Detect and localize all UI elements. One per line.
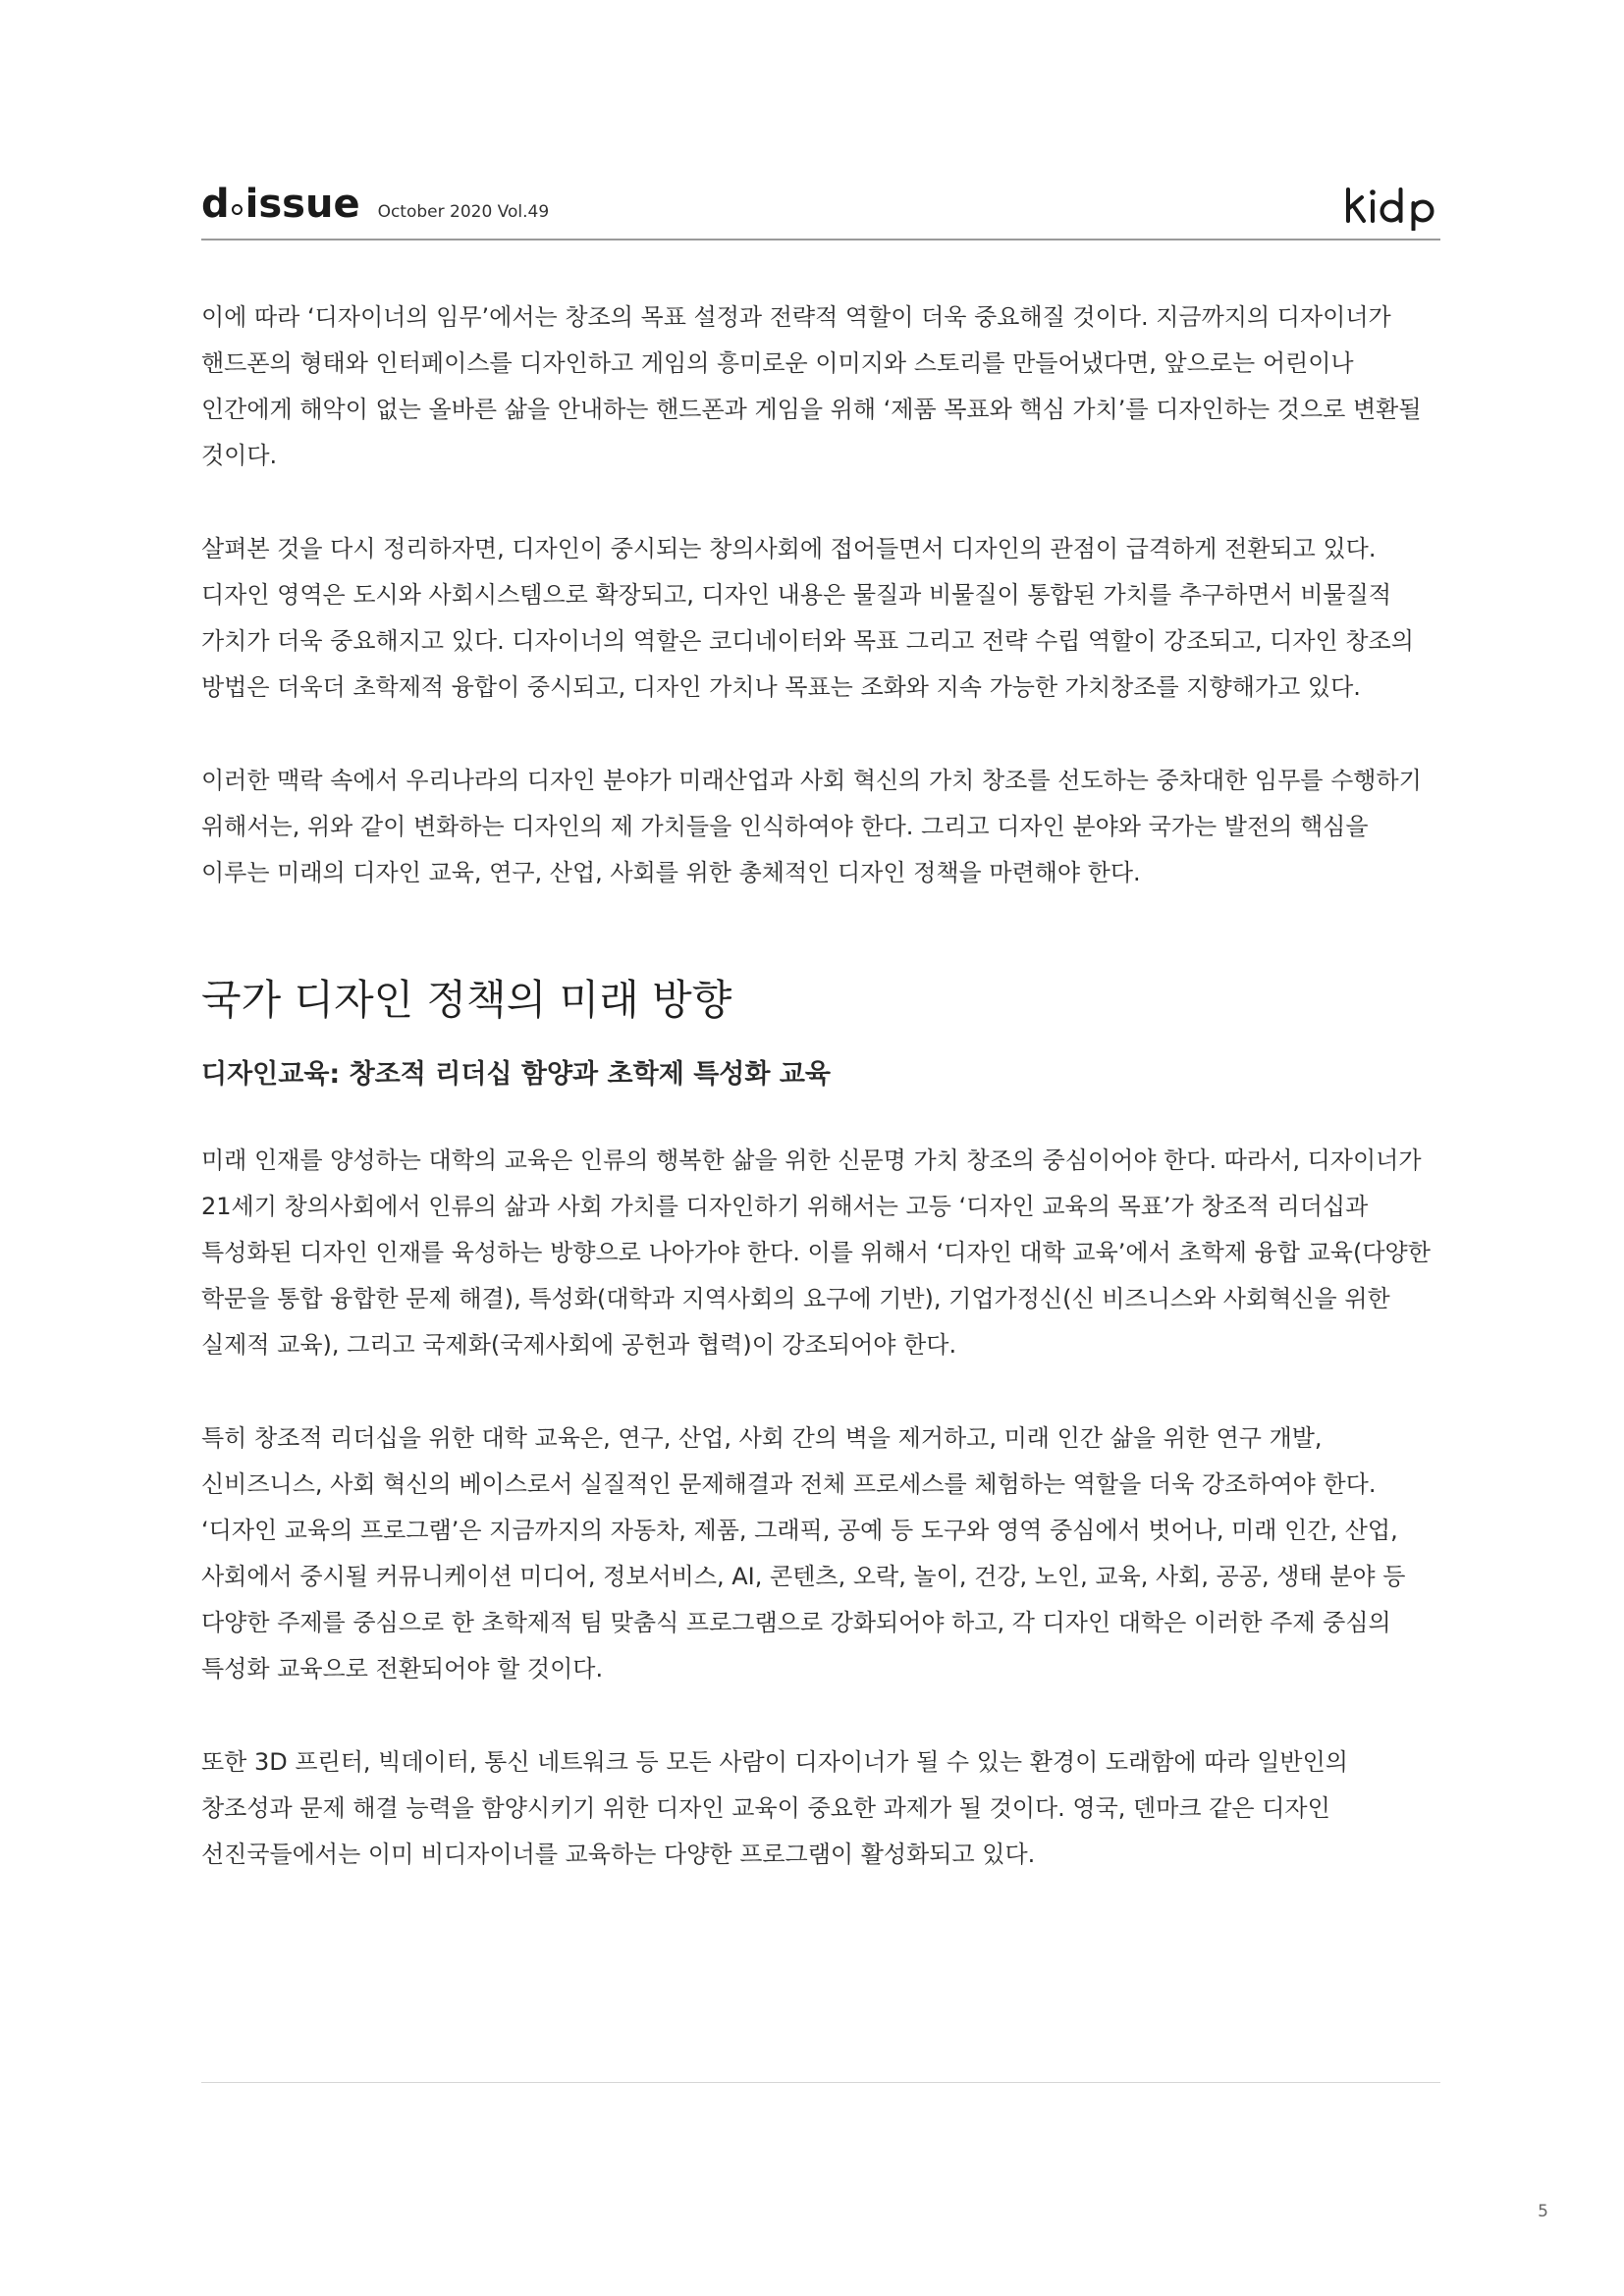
brand-name-left: d bbox=[201, 182, 230, 227]
section-heading: 국가 디자인 정책의 미래 방향 bbox=[201, 976, 732, 1024]
kidp-logo-icon bbox=[1344, 182, 1440, 231]
brand-dot-icon bbox=[232, 204, 243, 215]
header-divider bbox=[201, 239, 1440, 240]
section-subheading: 디자인교육: 창조적 리더십 함양과 초학제 특성화 교육 bbox=[201, 1059, 831, 1090]
brand-name-right: issue bbox=[244, 182, 360, 227]
page-number: 5 bbox=[1538, 2202, 1548, 2221]
paragraph-creative-leadership: 특히 창조적 리더십을 위한 대학 교육은, 연구, 산업, 사회 간의 벽을 제거하고, 미래 인간 삶을 위한 연구 개발, 신비즈니스, 사회 혁신의 베이스로서 실질적인 문제해결과 전체 프로세스를 체험하는 역할을 더욱 강조하여야 한다. ‘디자인 교육의 프로그램’은 지금까지의 자동차, 제품, 그래픽, 공예 등 도구와 영역 중심에서 벗어나, 미래 인간, 산업, 사회에서 중시될 커뮤니케이션 미디어, 정보서비스, AI, 콘텐츠, 오락, 놀이, 건강, 노인, 교육, 사회, 공공, 생태 분야 등 다양한 주제를 중심으로 한 초학제적 팀 맞춤식 프로그램으로 강화되어야 하고, 각 디자인 대학은 이러한 주제 중심의 특성화 교육으로 전환되어야 할 것이다. bbox=[201, 1424, 1406, 1682]
page-header bbox=[201, 162, 1440, 240]
article-body bbox=[201, 294, 1440, 1925]
publication-brand bbox=[201, 182, 549, 227]
paragraph-university-education: 미래 인재를 양성하는 대학의 교육은 인류의 행복한 삶을 위한 신문명 가치 창조의 중심이어야 한다. 따라서, 디자이너가 21세기 창의사회에서 인류의 삶과 사회 가치를 디자인하기 위해서는 고등 ‘디자인 교육의 목표’가 창조적 리더십과 특성화된 디자인 인재를 육성하는 방향으로 나아가야 한다. 이를 위해서 ‘디자인 대학 교육’에서 초학제 융합 교육(다양한 학문을 통합 융합한 문제 해결), 특성화(대학과 지역사회의 요구에 기반), 기업가정신(신 비즈니스와 사회혁신을 위한 실제적 교육), 그리고 국제화(국제사회에 공헌과 협력)이 강조되어야 한다. bbox=[201, 1147, 1431, 1359]
paragraph-national-context: 이러한 맥락 속에서 우리나라의 디자인 분야가 미래산업과 사회 혁신의 가치 창조를 선도하는 중차대한 임무를 수행하기 위해서는, 위와 같이 변화하는 디자인의 제 가치들을 인식하여야 한다. 그리고 디자인 분야와 국가는 발전의 핵심을 이루는 미래의 디자인 교육, 연구, 산업, 사회를 위한 총체적인 디자인 정책을 마련해야 한다. bbox=[201, 767, 1422, 886]
paragraph-summary: 살펴본 것을 다시 정리하자면, 디자인이 중시되는 창의사회에 접어들면서 디자인의 관점이 급격하게 전환되고 있다. 디자인 영역은 도시와 사회시스템으로 확장되고, 디자인 내용은 물질과 비물질이 통합된 가치를 추구하면서 비물질적 가치가 더욱 중요해지고 있다. 디자이너의 역할은 코디네이터와 목표 그리고 전략 수립 역할이 강조되고, 디자인 창조의 방법은 더욱더 초학제적 융합이 중시되고, 디자인 가치나 목표는 조화와 지속 가능한 가치창조를 지향해가고 있다. bbox=[201, 535, 1414, 701]
footer-divider bbox=[201, 2082, 1440, 2083]
paragraph-designer-mission: 이에 따라 ‘디자이너의 임무’에서는 창조의 목표 설정과 전략적 역할이 더욱 중요해질 것이다. 지금까지의 디자이너가 핸드폰의 형태와 인터페이스를 디자인하고 게임의 흥미로운 이미지와 스토리를 만들어냈다면, 앞으로는 어린이나 인간에게 해악이 없는 올바른 삶을 안내하는 핸드폰과 게임을 위해 ‘제품 목표와 핵심 가치’를 디자인하는 것으로 변환될 것이다. bbox=[201, 303, 1422, 469]
issue-date: October 2020 Vol.49 bbox=[377, 202, 550, 222]
paragraph-public-education: 또한 3D 프린터, 빅데이터, 통신 네트워크 등 모든 사람이 디자이너가 될 수 있는 환경이 도래함에 따라 일반인의 창조성과 문제 해결 능력을 함양시키기 위한 디자인 교육이 중요한 과제가 될 것이다. 영국, 덴마크 같은 디자인 선진국들에서는 이미 비디자이너를 교육하는 다양한 프로그램이 활성화되고 있다. bbox=[201, 1748, 1348, 1868]
